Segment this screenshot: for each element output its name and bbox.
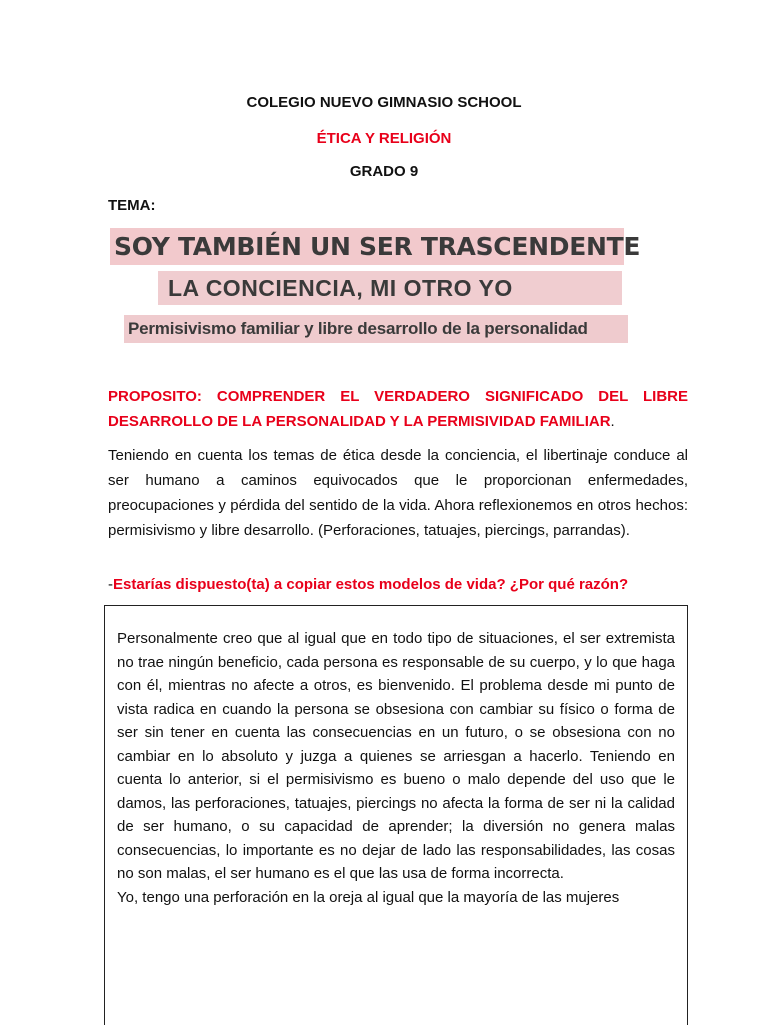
question-text: Estarías dispuesto(ta) a copiar estos modelos de vida? ¿Por qué razón? — [113, 576, 629, 593]
subject-title: ÉTICA Y RELIGIÓN — [316, 130, 452, 147]
answer-paragraph-2: Yo, tengo una perforación en la oreja al igual que la mayoría de las mujeres — [117, 888, 620, 906]
purpose-statement — [108, 384, 688, 434]
question-dash: - — [108, 576, 113, 593]
purpose-period: . — [610, 413, 615, 430]
topic-banner-theme: Permisivismo familiar y libre desarrollo de la personalidad — [124, 315, 628, 343]
topic-banner-title: SOY TAMBIÉN UN SER TRASCENDENTE — [110, 228, 624, 265]
topic-banner-subtitle: LA CONCIENCIA, MI OTRO YO — [158, 271, 622, 305]
question-prompt — [108, 576, 688, 593]
school-name: COLEGIO NUEVO GIMNASIO SCHOOL — [246, 94, 522, 111]
topic-label: TEMA: — [108, 197, 156, 214]
answer-paragraph-1: Personalmente creo que al igual que en todo tipo de situaciones, el ser extremista no trae ningún beneficio, cada persona es responsable de su cuerpo, y lo que haga con él, mientras no afecte a otros, es bienvenido. El problema desde mi punto de vista radica en cuando la persona se obsesiona con cambiar su físico o forma de ser sin tener en cuenta las consecuencias en un futuro, o se obsesiona con no cambiar en lo absoluto y juzga a quienes se arriesgan a hacerlo. Teniendo en cuenta lo anterior, si el permisivismo es bueno o malo depende del uso que le damos, las perforaciones, tatuajes, piercings no afecta la forma de ser ni la calidad de ser humano, o su capacidad de aprender; la diversión no genera malas consecuencias, lo importante es no dejar de lado las responsabilidades, las cosas no son malas, el ser humano es el que las usa de forma incorrecta. — [117, 630, 675, 882]
answer-text — [117, 627, 675, 909]
answer-box — [104, 605, 688, 1025]
intro-paragraph: Teniendo en cuenta los temas de ética desde la conciencia, el libertinaje conduce al ser humano a caminos equivocados que le proporcionan enfermedades, preocupaciones y pérdida del sentido de la vida. Ahora reflexionemos en otros hechos: permisivismo y libre desarrollo. (Perforaciones, tatuajes, piercings, parrandas). — [108, 447, 688, 539]
purpose-text: PROPOSITO: COMPRENDER EL VERDADERO SIGNIFICADO DEL LIBRE DESARROLLO DE LA PERSONALIDAD Y LA PERMISIVIDAD FAMILIAR — [108, 388, 688, 430]
grade-label: GRADO 9 — [349, 163, 419, 180]
